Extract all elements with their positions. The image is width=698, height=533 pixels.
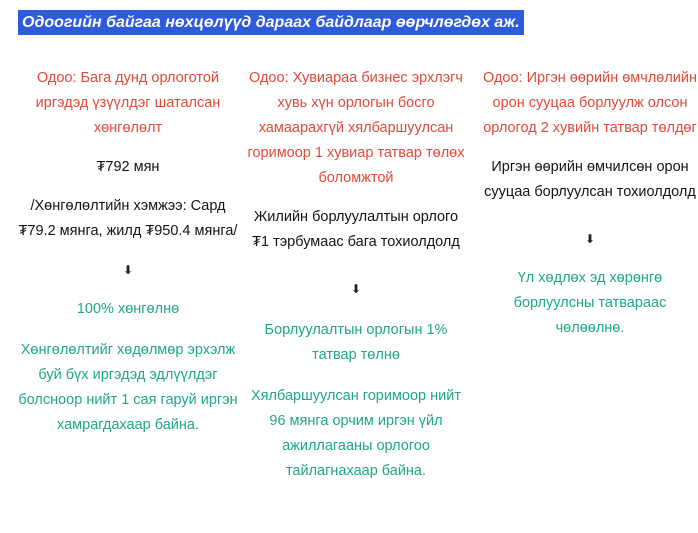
- new-condition: 100% хөнгөлнө: [76, 301, 180, 317]
- condition-detail: Иргэн өөрийн өмчилсөн орон сууцаа борлуулсан тохиолдолд: [484, 159, 696, 200]
- headline: Одоогийн байгаа нөхцөлүүд дараах байдлаар өөрчлөгдөх аж.: [18, 10, 524, 35]
- column-low-income-discount: [16, 66, 240, 438]
- down-arrow-icon: ⬇: [122, 263, 134, 277]
- column-housing-sale-tax: [480, 66, 698, 341]
- impact-note: Хөнгөлөлтийг хөдөлмөр эрхэлж буй бүх иргэдэд эдлүүлдэг болсноор нийт 1 сая гаруй иргэн хамрагдахаар байна.: [18, 342, 238, 433]
- current-condition: Одоо: Иргэн өөрийн өмчлөлийн орон сууцаа борлуулж олсон орлогод 2 хувийн татвар төлдөг: [482, 70, 698, 136]
- current-condition: Одоо: Бага дунд орлоготой иргэдэд үзүүлдэг шаталсан хөнгөлөлт: [35, 70, 221, 136]
- new-condition: Үл хөдлөх эд хөрөнгө борлуулсны татвараас чөлөөлнө.: [513, 270, 667, 336]
- impact-note: Хялбаршуулсан горимоор нийт 96 мянга орчим иргэн үйл ажиллагааны орлогоо тайлагнахаар байна.: [251, 388, 461, 479]
- column-self-employed-tax: [246, 66, 466, 484]
- new-condition: Борлуулалтын орлогын 1% татвар төлнө: [264, 322, 448, 363]
- down-arrow-icon: ⬇: [584, 232, 596, 246]
- down-arrow-icon: ⬇: [350, 282, 362, 296]
- condition-detail: Жилийн борлуулалтын орлого ₮1 тэрбумаас бага тохиолдолд: [252, 209, 460, 250]
- discount-detail: /Хөнгөлөлтийн хэмжээ: Сард ₮79.2 мянга, жилд ₮950.4 мянга/: [18, 198, 238, 239]
- current-condition: Одоо: Хувиараа бизнес эрхлэгч хувь хүн орлогын босго хамаарахгүй хялбаршуулсан горимоор 1 хувиар татвар төлөх боломжтой: [247, 70, 465, 186]
- discount-amount: ₮792 мян: [96, 159, 160, 175]
